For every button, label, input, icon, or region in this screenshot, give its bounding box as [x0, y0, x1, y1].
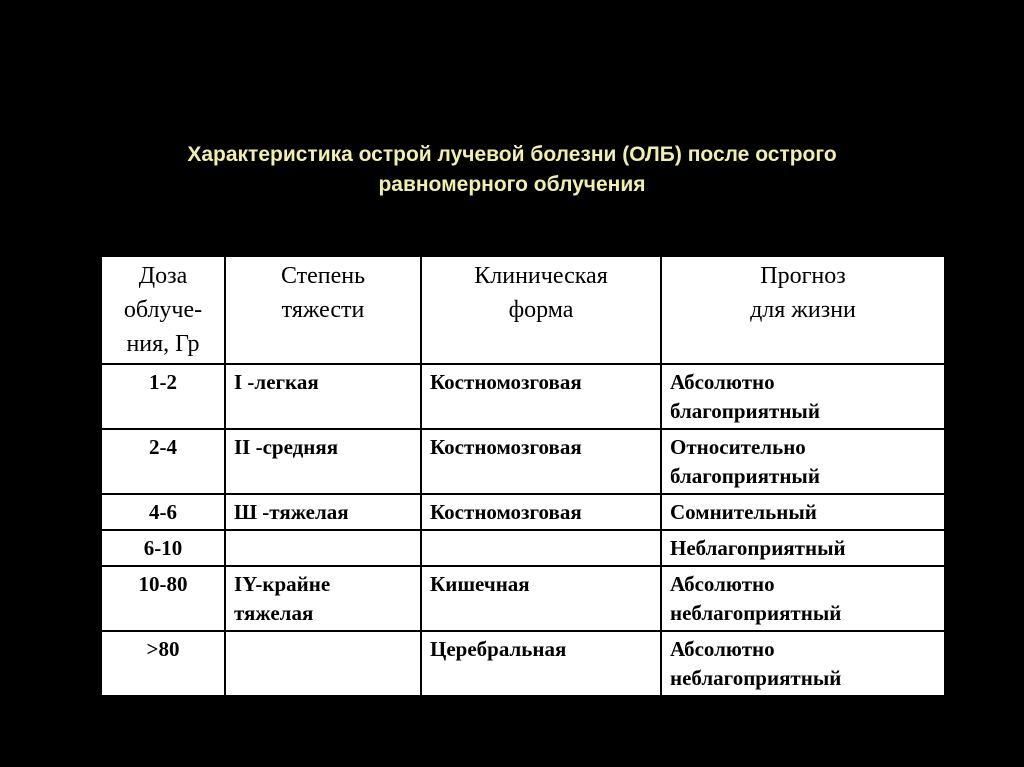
header-prognosis-line: Прогноз — [760, 263, 846, 289]
header-clinical-form — [421, 256, 661, 364]
form-cell — [421, 530, 661, 566]
header-dose-line: облуче- — [123, 297, 203, 323]
prognosis-line: Абсолютно — [670, 370, 775, 394]
slide-title-line-2: равномерного облучения — [378, 173, 646, 196]
prognosis-line: благоприятный — [670, 399, 820, 423]
dose-cell: 2-4 — [101, 429, 225, 494]
severity-cell — [225, 631, 421, 696]
severity-cell — [225, 429, 421, 494]
form-cell: Кишечная — [421, 566, 661, 631]
dose-cell: >80 — [101, 631, 225, 696]
form-cell: Костномозговая — [421, 364, 661, 429]
dose-cell: 4-6 — [101, 494, 225, 530]
header-form-line: форма — [508, 297, 574, 323]
severity-line: тяжелая — [234, 601, 314, 625]
severity-line: I -легкая — [234, 370, 319, 394]
ars-characteristics-table — [100, 255, 946, 697]
severity-cell — [225, 494, 421, 530]
header-prognosis-line: для жизни — [750, 297, 856, 323]
slide-title-line-1: Характеристика острой лучевой болезни (ОЛБ) после острого — [187, 143, 837, 166]
table-row — [101, 566, 945, 631]
severity-line: IY-крайне — [234, 572, 331, 596]
form-cell: Костномозговая — [421, 429, 661, 494]
prognosis-line: Абсолютно — [670, 637, 775, 661]
slide-title — [0, 140, 1024, 200]
prognosis-cell — [661, 566, 945, 631]
prognosis-cell — [661, 429, 945, 494]
severity-cell — [225, 530, 421, 566]
severity-cell — [225, 364, 421, 429]
table-row — [101, 631, 945, 696]
table-row — [101, 364, 945, 429]
table-header-row — [101, 256, 945, 364]
prognosis-line: Относительно — [670, 435, 806, 459]
header-dose-line: ния, Гр — [126, 331, 200, 357]
prognosis-line: неблагоприятный — [670, 601, 842, 625]
prognosis-line: неблагоприятный — [670, 666, 842, 690]
prognosis-line: Абсолютно — [670, 572, 775, 596]
header-prognosis — [661, 256, 945, 364]
table-row — [101, 494, 945, 530]
dose-cell: 10-80 — [101, 566, 225, 631]
severity-cell — [225, 566, 421, 631]
form-cell: Костномозговая — [421, 494, 661, 530]
form-cell: Церебральная — [421, 631, 661, 696]
prognosis-cell — [661, 530, 945, 566]
table-row — [101, 429, 945, 494]
header-severity-line: Степень — [280, 263, 366, 289]
dose-cell: 1-2 — [101, 364, 225, 429]
prognosis-cell — [661, 631, 945, 696]
header-dose-line: Доза — [138, 263, 188, 289]
prognosis-cell — [661, 494, 945, 530]
header-form-line: Клиническая — [474, 263, 608, 289]
prognosis-cell — [661, 364, 945, 429]
prognosis-line: Неблагоприятный — [670, 536, 846, 560]
header-severity-line: тяжести — [281, 297, 365, 323]
table-row — [101, 530, 945, 566]
prognosis-line: благоприятный — [670, 464, 820, 488]
header-dose — [101, 256, 225, 364]
severity-line: II -средняя — [234, 435, 339, 459]
dose-cell: 6-10 — [101, 530, 225, 566]
header-severity — [225, 256, 421, 364]
prognosis-line: Сомнительный — [670, 500, 817, 524]
severity-line: Ш -тяжелая — [234, 500, 349, 524]
